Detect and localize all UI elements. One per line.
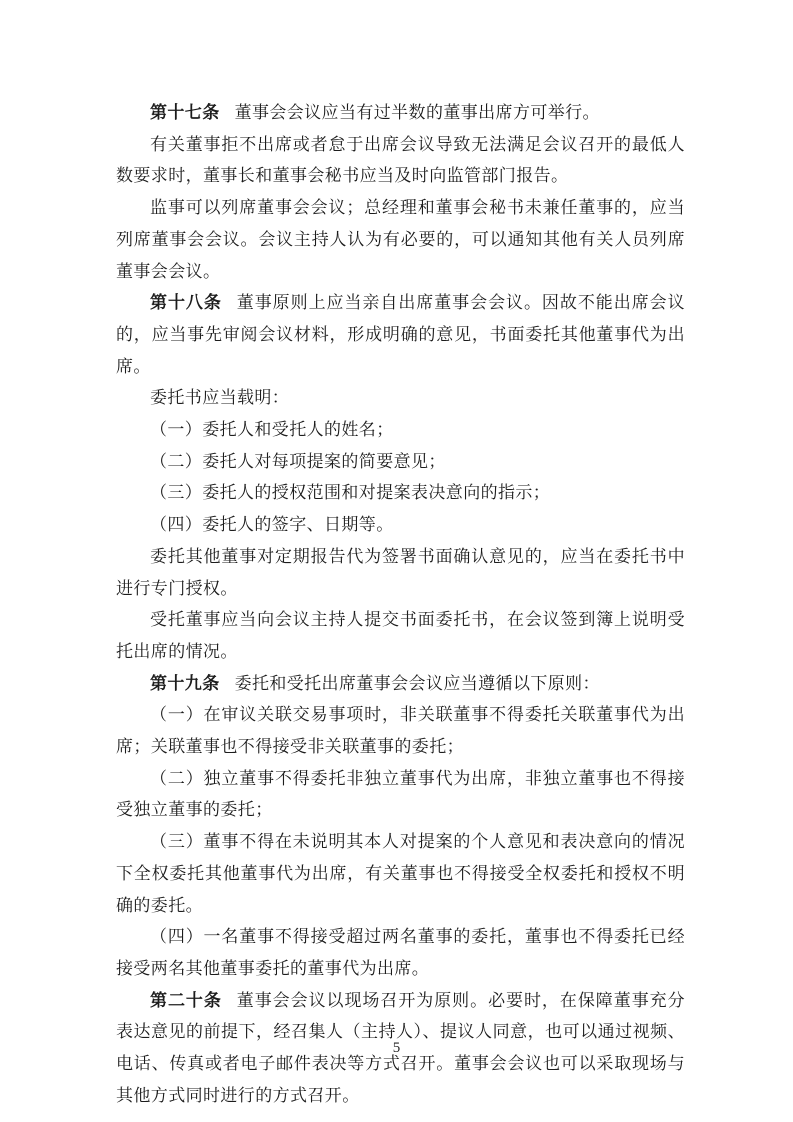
paragraph-text: 有关董事拒不出席或者怠于出席会议导致无法满足会议召开的最低人数要求时，董事长和董事会秘书应当及时向监管部门报告。: [116, 134, 685, 186]
paragraph: [116, 382, 685, 414]
paragraph: [116, 446, 685, 478]
paragraph-text: 委托其他董事对定期报告代为签署书面确认意见的，应当在委托书中进行专门授权。: [116, 546, 685, 598]
paragraph: [116, 668, 685, 700]
paragraph-text: （一）委托人和受托人的姓名；: [150, 420, 394, 440]
paragraph: [116, 763, 685, 826]
paragraph: [116, 826, 685, 921]
paragraph-text: （四）委托人的签字、日期等。: [150, 515, 394, 535]
paragraph: [116, 509, 685, 541]
article-number: 第十八条: [150, 293, 222, 313]
paragraph-text: 监事可以列席董事会会议；总经理和董事会秘书未兼任董事的，应当列席董事会会议。会议主持人认为有必要的，可以通知其他有关人员列席董事会会议。: [116, 198, 685, 281]
article-number: 第二十条: [150, 990, 222, 1010]
paragraph: [116, 414, 685, 446]
paragraph: [116, 921, 685, 984]
article-number: 第十九条: [150, 673, 220, 693]
paragraph: [116, 97, 685, 129]
paragraph: [116, 287, 685, 382]
paragraph-text: （四）一名董事不得接受超过两名董事的委托，董事也不得委托已经接受两名其他董事委托的董事代为出席。: [116, 927, 685, 978]
paragraph: [116, 604, 685, 667]
paragraph-text: （三）委托人的授权范围和对提案表决意向的指示；: [150, 483, 551, 503]
paragraph-text: （三）董事不得在未说明其本人对提案的个人意见和表决意向的情况下全权委托其他董事代为出席，有关董事也不得接受全权委托和授权不明确的委托。: [116, 832, 685, 915]
paragraph-text: 委托和受托出席董事会会议应当遵循以下原则：: [234, 673, 600, 693]
paragraph-text: 受托董事应当向会议主持人提交书面委托书，在会议签到簿上说明受托出席的情况。: [116, 610, 685, 661]
paragraph: [116, 129, 685, 192]
paragraph-text: 委托书应当载明：: [150, 388, 290, 408]
paragraph: [116, 477, 685, 509]
page-number: 5: [392, 1040, 401, 1056]
paragraph-text: （二）委托人对每项提案的简要意见；: [150, 451, 446, 471]
article-number: 第十七条: [150, 103, 220, 122]
paragraph: [116, 192, 685, 287]
paragraph-text: 董事原则上应当亲自出席董事会会议。因故不能出席会议的，应当事先审阅会议材料，形成明确的意见，书面委托其他董事代为出席。: [116, 293, 685, 376]
paragraph: [116, 699, 685, 762]
paragraph: [116, 541, 685, 604]
paragraph-text: （二）独立董事不得委托非独立董事代为出席，非独立董事也不得接受独立董事的委托；: [116, 768, 685, 820]
paragraph-text: （一）在审议关联交易事项时，非关联董事不得委托关联董事代为出席；关联董事也不得接受非关联董事的委托；: [116, 705, 685, 757]
document-body: [116, 97, 685, 1112]
paragraph-text: 董事会会议应当有过半数的董事出席方可举行。: [234, 103, 600, 122]
paragraph-text: 董事会会议以现场召开为原则。必要时，在保障董事充分表达意见的前提下，经召集人（主持人）、提议人同意，也可以通过视频、电话、传真或者电子邮件表决等方式召开。董事会会议也可以采取现场与其他方式同时进行的方式召开。: [116, 990, 685, 1105]
